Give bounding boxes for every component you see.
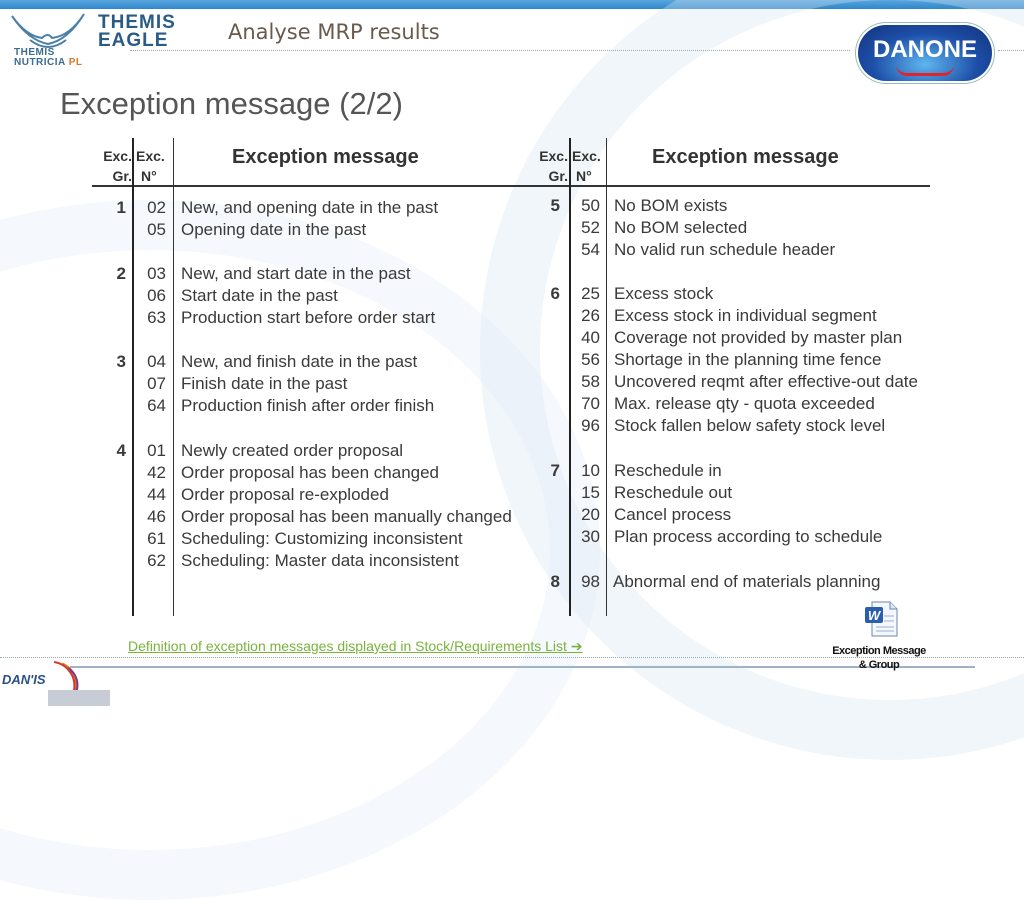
exc-number: 03 bbox=[147, 264, 166, 283]
exc-group: 6 bbox=[550, 284, 560, 303]
exc-number: 98 bbox=[581, 572, 600, 591]
exc-number: 01 bbox=[147, 441, 166, 460]
logo-text-suffix: PL bbox=[68, 57, 83, 68]
exc-number: 07 bbox=[147, 374, 166, 393]
exc-message: Shortage in the planning time fence bbox=[614, 350, 882, 369]
themis-nutricia-logo bbox=[14, 48, 82, 68]
exc-number: 58 bbox=[581, 372, 600, 391]
exc-number: 20 bbox=[581, 505, 600, 524]
header-exc-number bbox=[572, 146, 608, 186]
column-divider bbox=[606, 138, 607, 616]
danone-logo bbox=[858, 25, 992, 81]
exc-message: Scheduling: Customizing inconsistent bbox=[181, 529, 463, 548]
svg-text:W: W bbox=[867, 608, 881, 623]
exc-message: No BOM selected bbox=[614, 218, 748, 237]
header-exc-number bbox=[136, 146, 172, 186]
header-exc-number-line2: N° bbox=[141, 168, 157, 184]
header-exc-group-line2: Gr. bbox=[548, 168, 568, 184]
exc-message: Order proposal re-exploded bbox=[181, 485, 389, 504]
exc-group: 3 bbox=[116, 352, 126, 371]
exc-number: 42 bbox=[147, 463, 166, 482]
exc-message: Plan process according to schedule bbox=[614, 527, 883, 546]
exc-number: 44 bbox=[147, 485, 166, 504]
exc-number: 50 bbox=[581, 196, 600, 215]
header-exc-group bbox=[532, 146, 568, 186]
exc-number: 61 bbox=[147, 529, 166, 548]
exc-number: 06 bbox=[147, 286, 166, 305]
exc-number: 05 bbox=[147, 220, 166, 239]
exc-group: 7 bbox=[550, 461, 560, 480]
exc-message: Reschedule out bbox=[614, 483, 733, 502]
logo-themis-line1: THEMIS bbox=[98, 12, 176, 33]
table-header-rule bbox=[92, 185, 532, 187]
exc-message: Cancel process bbox=[614, 505, 732, 524]
exc-message: Abnormal end of materials planning bbox=[613, 572, 881, 591]
header-exc-group-line2: Gr. bbox=[112, 168, 132, 184]
exc-message: Order proposal has been manually changed bbox=[181, 507, 512, 526]
header-exc-number-line2: N° bbox=[576, 168, 592, 184]
header-dotted-divider bbox=[998, 50, 1024, 51]
logo-text-line1: THEMIS bbox=[14, 47, 55, 58]
header-exc-group-line1: Exc. bbox=[103, 148, 132, 164]
danone-smile-icon bbox=[896, 65, 954, 76]
exc-number: 02 bbox=[147, 198, 166, 217]
exc-group: 2 bbox=[116, 264, 126, 283]
header-exc-group bbox=[96, 146, 132, 186]
exc-message: Coverage not provided by master plan bbox=[614, 328, 903, 347]
exc-group: 5 bbox=[550, 196, 560, 215]
exc-number: 46 bbox=[147, 507, 166, 526]
themis-eagle-logo bbox=[98, 14, 176, 50]
attachment-label-line1: Exception Message bbox=[832, 645, 926, 657]
exc-number: 52 bbox=[581, 218, 600, 237]
header-exception-message: Exception message bbox=[232, 146, 419, 168]
exc-number: 26 bbox=[581, 306, 600, 325]
exc-number: 25 bbox=[581, 284, 600, 303]
exc-group: 4 bbox=[116, 441, 126, 460]
exc-message: Production finish after order finish bbox=[181, 396, 435, 415]
exc-message: Finish date in the past bbox=[181, 374, 348, 393]
danis-logo-text: DAN'IS bbox=[2, 672, 46, 687]
exc-message: Start date in the past bbox=[181, 286, 338, 305]
exc-message: Excess stock in individual segment bbox=[614, 306, 877, 325]
exc-message: Stock fallen below safety stock level bbox=[614, 416, 886, 435]
exc-number: 70 bbox=[581, 394, 600, 413]
exc-number: 04 bbox=[147, 352, 166, 371]
exc-number: 15 bbox=[581, 483, 600, 502]
section-title: Analyse MRP results bbox=[228, 20, 440, 44]
header-exc-group-line1: Exc. bbox=[539, 148, 568, 164]
header-dotted-divider bbox=[130, 50, 850, 51]
exc-number: 56 bbox=[581, 350, 600, 369]
table-header-rule bbox=[532, 185, 930, 187]
exc-number: 54 bbox=[581, 240, 600, 259]
column-divider bbox=[173, 138, 174, 616]
logo-text-line2: NUTRICIA bbox=[14, 57, 66, 68]
exc-message: Uncovered reqmt after effective-out date bbox=[614, 372, 918, 391]
page-title: Exception message (2/2) bbox=[60, 86, 403, 121]
exc-number: 62 bbox=[147, 551, 166, 570]
exc-message: Reschedule in bbox=[614, 461, 722, 480]
exc-message: Opening date in the past bbox=[181, 220, 367, 239]
exc-message: New, and start date in the past bbox=[181, 264, 411, 283]
exc-group: 8 bbox=[550, 572, 560, 591]
header-exc-number-line1: Exc. bbox=[572, 148, 601, 164]
column-divider bbox=[132, 138, 134, 616]
exc-message: Max. release qty - quota exceeded bbox=[614, 394, 875, 413]
exc-message: Production start before order start bbox=[181, 308, 436, 327]
exc-message: New, and opening date in the past bbox=[181, 198, 439, 217]
exc-message: Newly created order proposal bbox=[181, 441, 404, 460]
header-exc-number-line1: Exc. bbox=[136, 148, 165, 164]
exc-message: New, and finish date in the past bbox=[181, 352, 418, 371]
word-document-icon[interactable] bbox=[864, 600, 898, 638]
attachment-label[interactable] bbox=[820, 644, 938, 672]
danone-logo-text: DANONE bbox=[872, 36, 977, 63]
exc-number: 30 bbox=[581, 527, 600, 546]
header-exception-message: Exception message bbox=[652, 146, 839, 168]
exc-number: 63 bbox=[147, 308, 166, 327]
exc-number: 64 bbox=[147, 396, 166, 415]
exc-number: 10 bbox=[581, 461, 600, 480]
exc-number: 96 bbox=[581, 416, 600, 435]
exception-definition-link[interactable]: Definition of exception messages displayed in Stock/Requirements List ➔ bbox=[128, 638, 583, 654]
exc-message: No BOM exists bbox=[614, 196, 728, 215]
logo-themis-line2: EAGLE bbox=[98, 30, 169, 51]
attachment-label-line2: & Group bbox=[858, 659, 900, 671]
exc-message: Order proposal has been changed bbox=[181, 463, 440, 482]
exc-number: 40 bbox=[581, 328, 600, 347]
exc-message: Scheduling: Master data inconsistent bbox=[181, 551, 459, 570]
exc-group: 1 bbox=[116, 198, 126, 217]
exc-message: Excess stock bbox=[614, 284, 714, 303]
exc-message: No valid run schedule header bbox=[614, 240, 836, 259]
